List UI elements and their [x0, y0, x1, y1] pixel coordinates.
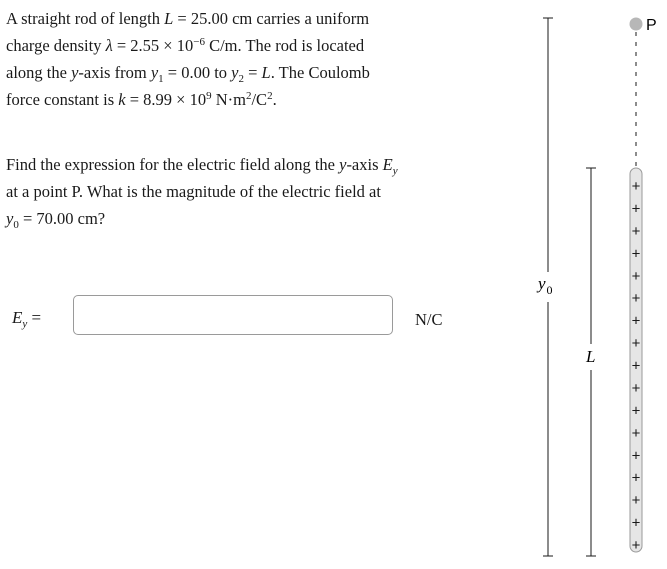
plus-signs [632, 178, 641, 554]
text: force constant is [6, 90, 119, 109]
plus-charge-symbol: + [631, 267, 641, 285]
subscript: y [392, 165, 398, 177]
question-text [6, 151, 466, 232]
subscript: 2 [238, 73, 244, 85]
exponent: −6 [193, 36, 205, 48]
text: charge density [6, 36, 106, 55]
plus-charge-symbol: + [631, 537, 641, 554]
plus-charge-symbol: + [631, 312, 641, 330]
plus-charge-symbol: + [631, 290, 641, 308]
var-k: k [118, 90, 126, 109]
rod-diagram [520, 0, 667, 569]
text: = 8.99 × 10 [125, 90, 207, 109]
text: -axis from [78, 63, 151, 82]
plus-charge-symbol: + [631, 335, 641, 353]
text: = 70.00 cm? [18, 209, 106, 228]
subscript: 0 [13, 219, 19, 231]
plus-charge-symbol: + [631, 178, 641, 195]
text: at a point P. What is the magnitude of the electric field at [6, 182, 381, 201]
plus-charge-symbol: + [631, 357, 641, 375]
var-E: E [12, 308, 23, 327]
plus-charge-symbol: + [631, 514, 641, 532]
var-lambda: λ [105, 36, 113, 55]
text: = 2.55 × 10 [112, 36, 194, 55]
plus-charge-symbol: + [631, 245, 641, 263]
answer-input[interactable] [73, 295, 393, 335]
plus-charge-symbol: + [631, 222, 641, 240]
plus-charge-symbol: + [631, 379, 641, 397]
text: C/m. The rod is located [204, 36, 365, 55]
plus-charge-symbol: + [631, 424, 641, 442]
plus-charge-symbol: + [631, 402, 641, 420]
point-p-dot [630, 18, 643, 31]
var-y: y [339, 155, 347, 174]
var-y: y [71, 63, 79, 82]
problem-statement [6, 5, 466, 113]
plus-charge-symbol: + [631, 447, 641, 465]
subscript: y [22, 318, 28, 330]
var-L: L [261, 63, 271, 82]
var-y0: y [6, 209, 14, 228]
y0-label: $y_0$ [538, 274, 553, 297]
text: = 25.00 cm carries a uniform [173, 9, 370, 28]
exponent: 2 [267, 90, 273, 102]
text: . The Coulomb [270, 63, 370, 82]
exponent: 2 [245, 90, 252, 102]
text: = [243, 63, 262, 82]
text: N·m [211, 90, 246, 109]
var-E: E [382, 155, 393, 174]
subscript: 1 [158, 73, 164, 85]
var-y2: y [231, 63, 239, 82]
text: along the [6, 63, 72, 82]
text: A straight rod of length [6, 9, 165, 28]
L-label: L [586, 347, 596, 366]
text: /C [251, 90, 268, 109]
plus-charge-symbol: + [631, 200, 641, 218]
exponent: 9 [206, 90, 212, 102]
plus-charge-symbol: + [631, 469, 641, 487]
var-L: L [164, 9, 174, 28]
equals-sign: = [27, 308, 42, 327]
var-y1: y [150, 63, 159, 82]
unit-label: N/C [415, 310, 443, 329]
answer-label [12, 308, 41, 328]
point-p-label: P [646, 17, 657, 34]
plus-charge-symbol: + [631, 492, 641, 510]
text: . [272, 90, 277, 109]
text: -axis [346, 155, 383, 174]
text: Find the expression for the electric field along the [6, 155, 340, 174]
text: = 0.00 to [163, 63, 232, 82]
